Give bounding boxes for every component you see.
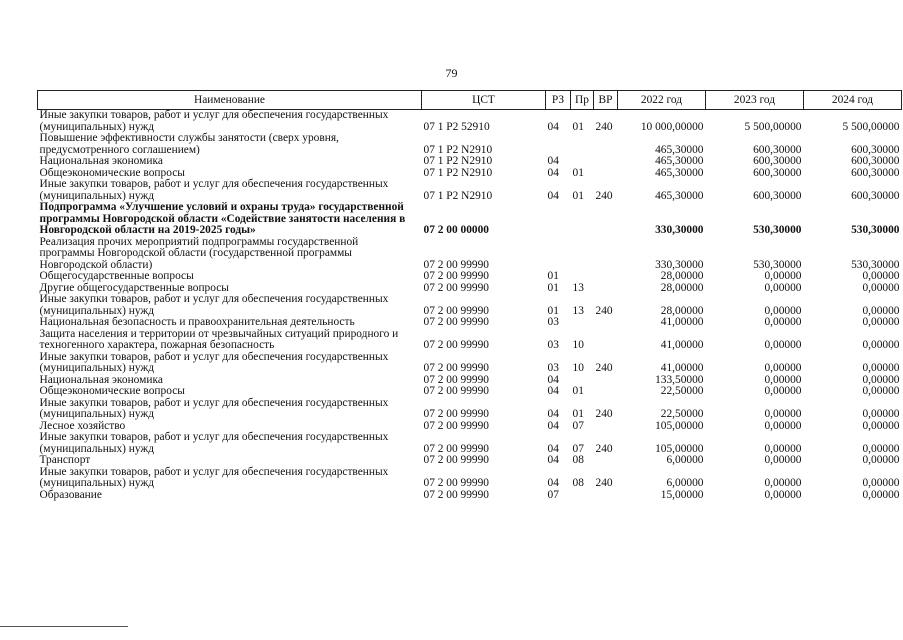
cell-y2023: 530,30000 — [753, 258, 802, 271]
cell-rz: 04 — [547, 189, 559, 202]
cell-y2024: 0,00000 — [862, 362, 900, 374]
cell-y2022: 465,30000 — [655, 143, 704, 156]
cell-name: Повышение эффективности службы занятости (сверх уровня, предусмотренного соглашением) — [39, 132, 339, 156]
cell-rz: 04 — [547, 454, 559, 466]
table-row — [38, 156, 902, 168]
table-row — [38, 455, 902, 467]
cell-y2022: 22,50000 — [660, 408, 704, 420]
cell-y2024: 5 500,00000 — [842, 120, 900, 133]
cell-pr: 01 — [572, 408, 584, 420]
cell-y2024: 0,00000 — [862, 488, 900, 501]
table-row — [38, 398, 902, 421]
cell-rz: 04 — [547, 477, 559, 489]
cell-y2024: 530,30000 — [851, 224, 900, 236]
cell-y2024: 0,00000 — [862, 316, 900, 328]
cell-name: Иные закупки товаров, работ и услуг для обеспечения государственных (муниципальных) нужд — [39, 109, 389, 133]
cell-rz: 04 — [547, 442, 559, 455]
cell-pr: 07 — [572, 419, 584, 432]
cell-cst: 07 1 P2 N2910 — [423, 189, 493, 202]
cell-rz: 04 — [547, 419, 559, 432]
cell-cst: 07 2 00 99990 — [423, 477, 489, 489]
budget-table — [37, 90, 902, 501]
cell-y2022: 465,30000 — [655, 189, 704, 202]
cell-pr: 07 — [572, 442, 584, 455]
cell-pr: 08 — [572, 454, 584, 466]
cell-y2023: 600,30000 — [753, 189, 802, 202]
cell-vr — [594, 455, 618, 467]
cell-y2022: 28,00000 — [660, 304, 704, 317]
cell-y2024: 0,00000 — [862, 454, 900, 466]
cell-y2023: 0,00000 — [764, 339, 802, 351]
cell-y2022: 105,00000 — [655, 419, 704, 432]
cell-y2024: 0,00000 — [862, 442, 900, 455]
cell-vr — [594, 375, 618, 387]
cell-pr: 10 — [572, 362, 584, 374]
cell-rz: 03 — [547, 362, 559, 374]
cell-rz: 04 — [547, 373, 559, 386]
cell-name: Защита населения и территории от чрезвычайных ситуаций природного и техногенного характера, пожарная безопасность — [39, 327, 399, 351]
cell-name: Национальная экономика — [39, 155, 163, 167]
table-row — [38, 317, 902, 329]
table-row — [38, 179, 902, 202]
cell-vr — [594, 156, 618, 168]
cell-cst: 07 2 00 99990 — [423, 304, 489, 317]
cell-rz: 03 — [547, 316, 559, 328]
cell-y2022: 6,00000 — [666, 477, 704, 489]
cell-y2024: 0,00000 — [862, 339, 900, 351]
cell-rz: 01 — [547, 270, 559, 282]
cell-cst: 07 2 00 99990 — [423, 270, 489, 282]
header-2022: 2022 год — [618, 91, 706, 110]
cell-y2023: 0,00000 — [764, 488, 802, 501]
cell-cst: 07 2 00 99990 — [423, 258, 489, 271]
cell-name: Иные закупки товаров, работ и услуг для обеспечения государственных (муниципальных) нужд — [39, 178, 389, 202]
cell-y2023: 0,00000 — [764, 373, 802, 386]
cell-y2024: 0,00000 — [862, 385, 900, 397]
table-row — [38, 352, 902, 375]
header-2024: 2024 год — [804, 91, 902, 110]
cell-y2023: 0,00000 — [764, 281, 802, 294]
cell-y2023: 0,00000 — [764, 362, 802, 374]
cell-vr: 240 — [595, 477, 613, 489]
cell-rz — [546, 237, 571, 272]
table-row — [38, 133, 902, 156]
cell-rz: 04 — [547, 120, 559, 133]
cell-cst: 07 2 00 99990 — [423, 454, 489, 466]
cell-cst: 07 2 00 99990 — [423, 385, 489, 397]
cell-vr — [594, 386, 618, 398]
cell-y2024: 600,30000 — [851, 143, 900, 156]
cell-name: Другие общегосударственные вопросы — [39, 281, 229, 294]
cell-pr: 08 — [572, 477, 584, 489]
cell-name: Образование — [39, 488, 102, 501]
cell-pr — [571, 271, 594, 283]
cell-pr — [571, 490, 594, 502]
cell-y2022: 465,30000 — [655, 155, 704, 167]
cell-vr — [594, 202, 618, 237]
cell-cst: 07 2 00 99990 — [423, 373, 489, 386]
cell-y2023: 0,00000 — [764, 477, 802, 489]
table-header-row — [38, 91, 902, 110]
cell-y2022: 133,50000 — [655, 373, 704, 386]
cell-rz: 01 — [547, 281, 559, 294]
cell-y2024: 600,30000 — [851, 166, 900, 179]
cell-y2024: 0,00000 — [862, 270, 900, 282]
cell-name: Лесное хозяйство — [39, 419, 126, 432]
page-number: 79 — [445, 66, 458, 80]
cell-y2023: 0,00000 — [764, 442, 802, 455]
cell-vr — [594, 421, 618, 433]
cell-cst: 07 2 00 99990 — [423, 316, 489, 328]
cell-cst: 07 1 P2 N2910 — [423, 143, 493, 156]
cell-name: Национальная безопасность и правоохранительная деятельность — [39, 316, 355, 328]
header-vr: ВР — [594, 91, 618, 110]
cell-y2023: 0,00000 — [764, 316, 802, 328]
cell-cst: 07 2 00 99990 — [423, 339, 489, 351]
cell-pr: 01 — [572, 189, 584, 202]
cell-y2022: 41,00000 — [660, 362, 704, 374]
cell-rz — [546, 202, 571, 237]
cell-name: Иные закупки товаров, работ и услуг для обеспечения государственных (муниципальных) нужд — [39, 465, 389, 489]
header-rz: РЗ — [546, 91, 571, 110]
cell-pr: 13 — [572, 304, 584, 317]
cell-y2022: 10 000,00000 — [640, 120, 704, 133]
cell-vr — [594, 168, 618, 180]
table-row — [38, 386, 902, 398]
cell-vr — [594, 271, 618, 283]
cell-vr: 240 — [595, 189, 613, 202]
cell-y2024: 600,30000 — [851, 189, 900, 202]
table-row — [38, 490, 902, 502]
cell-name: Общеэкономические вопросы — [39, 166, 185, 179]
cell-vr — [594, 490, 618, 502]
cell-y2024: 0,00000 — [862, 304, 900, 317]
cell-y2023: 600,30000 — [753, 155, 802, 167]
cell-rz: 07 — [547, 488, 559, 501]
cell-y2024: 0,00000 — [862, 281, 900, 294]
cell-pr: 01 — [572, 120, 584, 133]
cell-name: Иные закупки товаров, работ и услуг для обеспечения государственных (муниципальных) нужд — [39, 431, 389, 455]
cell-pr: 01 — [572, 166, 584, 179]
cell-y2023: 0,00000 — [764, 304, 802, 317]
cell-pr — [571, 156, 594, 168]
cell-pr — [571, 202, 594, 237]
cell-y2022: 41,00000 — [660, 339, 704, 351]
table-row — [38, 202, 902, 237]
cell-y2024: 530,30000 — [851, 258, 900, 271]
cell-y2023: 600,30000 — [753, 166, 802, 179]
cell-name: Подпрограмма «Улучшение условий и охраны труда» государственной программы Новгородской области «Содействие занятости населения в Новгородской области на 2019-2025 годы» — [39, 201, 406, 236]
cell-y2022: 22,50000 — [660, 385, 704, 397]
cell-vr: 240 — [595, 362, 613, 374]
cell-pr: 10 — [572, 339, 584, 351]
cell-cst: 07 2 00 00000 — [423, 224, 489, 236]
cell-y2023: 0,00000 — [764, 408, 802, 420]
cell-vr — [594, 329, 618, 352]
cell-y2022: 105,00000 — [655, 442, 704, 455]
header-2023: 2023 год — [706, 91, 804, 110]
table-row — [38, 329, 902, 352]
cell-cst: 07 2 00 99990 — [423, 442, 489, 455]
cell-name: Общеэкономические вопросы — [39, 385, 185, 397]
cell-y2022: 28,00000 — [660, 270, 704, 282]
cell-rz: 03 — [547, 339, 559, 351]
cell-vr: 240 — [595, 442, 613, 455]
cell-cst: 07 2 00 99990 — [423, 408, 489, 420]
cell-name: Реализация прочих мероприятий подпрограммы государственной программы Новгородской области (государственной программы Новгородской области) — [39, 235, 359, 271]
cell-vr — [594, 133, 618, 156]
cell-pr: 13 — [572, 281, 584, 294]
cell-rz: 04 — [547, 166, 559, 179]
cell-y2024: 0,00000 — [862, 419, 900, 432]
table-row — [38, 110, 902, 134]
cell-rz: 04 — [547, 385, 559, 397]
cell-cst: 07 2 00 99990 — [423, 281, 489, 294]
cell-y2023: 0,00000 — [764, 419, 802, 432]
cell-vr: 240 — [595, 408, 613, 420]
cell-rz: 04 — [547, 408, 559, 420]
cell-cst: 07 1 P2 52910 — [423, 120, 490, 133]
header-cst: ЦСТ — [422, 91, 546, 110]
cell-name: Иные закупки товаров, работ и услуг для обеспечения государственных (муниципальных) нужд — [39, 293, 389, 317]
cell-y2022: 41,00000 — [660, 316, 704, 328]
cell-y2022: 330,30000 — [655, 224, 704, 236]
cell-y2022: 330,30000 — [655, 258, 704, 271]
cell-name: Иные закупки товаров, работ и услуг для обеспечения государственных (муниципальных) нужд — [39, 350, 389, 374]
cell-pr — [571, 317, 594, 329]
cell-cst: 07 2 00 99990 — [423, 419, 489, 432]
cell-y2023: 600,30000 — [753, 143, 802, 156]
cell-y2022: 15,00000 — [660, 488, 704, 501]
cell-vr: 240 — [595, 120, 613, 133]
cell-y2023: 0,00000 — [764, 270, 802, 282]
cell-pr: 01 — [572, 385, 584, 397]
table-row — [38, 237, 902, 272]
cell-rz: 04 — [547, 155, 559, 167]
header-pr: Пр — [571, 91, 594, 110]
cell-y2023: 0,00000 — [764, 385, 802, 397]
cell-vr — [594, 237, 618, 272]
cell-y2023: 5 500,00000 — [744, 120, 802, 133]
cell-cst: 07 2 00 99990 — [423, 488, 489, 501]
cell-rz: 01 — [547, 304, 559, 317]
cell-name: Иные закупки товаров, работ и услуг для обеспечения государственных (муниципальных) нужд — [39, 396, 389, 420]
table-row — [38, 271, 902, 283]
cell-y2022: 28,00000 — [660, 281, 704, 294]
table-row — [38, 294, 902, 317]
cell-cst: 07 1 P2 N2910 — [423, 155, 493, 167]
cell-y2022: 6,00000 — [666, 454, 704, 466]
cell-vr — [594, 317, 618, 329]
cell-vr: 240 — [595, 304, 613, 317]
header-name: Наименование — [38, 91, 422, 110]
cell-y2024: 0,00000 — [862, 373, 900, 386]
cell-y2022: 465,30000 — [655, 166, 704, 179]
cell-vr — [594, 283, 618, 295]
cell-y2024: 0,00000 — [862, 408, 900, 420]
cell-y2023: 0,00000 — [764, 454, 802, 466]
cell-name: Транспорт — [39, 454, 91, 466]
table-body — [38, 110, 902, 502]
cell-cst: 07 2 00 99990 — [423, 362, 489, 374]
cell-y2024: 0,00000 — [862, 477, 900, 489]
cell-name: Общегосударственные вопросы — [39, 270, 194, 282]
cell-y2024: 600,30000 — [851, 155, 900, 167]
cell-cst: 07 1 P2 N2910 — [423, 166, 493, 179]
footer-rule — [0, 626, 128, 627]
cell-rz — [546, 133, 571, 156]
table-row — [38, 432, 902, 455]
cell-pr — [571, 133, 594, 156]
table-row — [38, 467, 902, 490]
cell-pr — [571, 237, 594, 272]
cell-y2023: 530,30000 — [753, 224, 802, 236]
cell-name: Национальная экономика — [39, 373, 163, 386]
